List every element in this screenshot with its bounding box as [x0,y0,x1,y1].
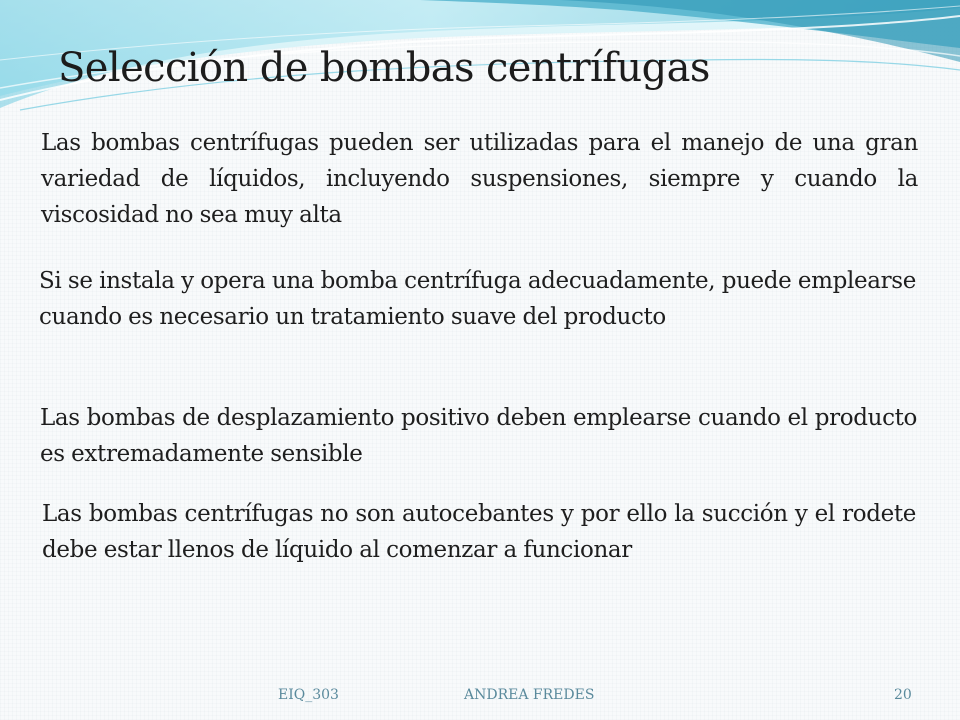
footer-page-number: 20 [894,687,912,703]
footer-author: ANDREA FREDES [464,687,595,703]
slide-title: Selección de bombas centrífugas [58,45,710,91]
footer-course-code: EIQ_303 [278,687,339,703]
paragraph-2: Si se instala y opera una bomba centrífuga adecuadamente, puede emplearse cuando es necesario un tratamiento suave del producto [39,268,916,330]
paragraph-4: Las bombas centrífugas no son autocebantes y por ello la succión y el rodete debe estar llenos de líquido al comenzar a funcionar [42,501,916,563]
paragraph-3: Las bombas de desplazamiento positivo deben emplearse cuando el producto es extremadamente sensible [40,405,917,467]
paragraph-1: Las bombas centrífugas pueden ser utilizadas para el manejo de una gran variedad de líquidos, incluyendo suspensiones, siempre y cuando la viscosidad no sea muy alta [41,130,918,228]
